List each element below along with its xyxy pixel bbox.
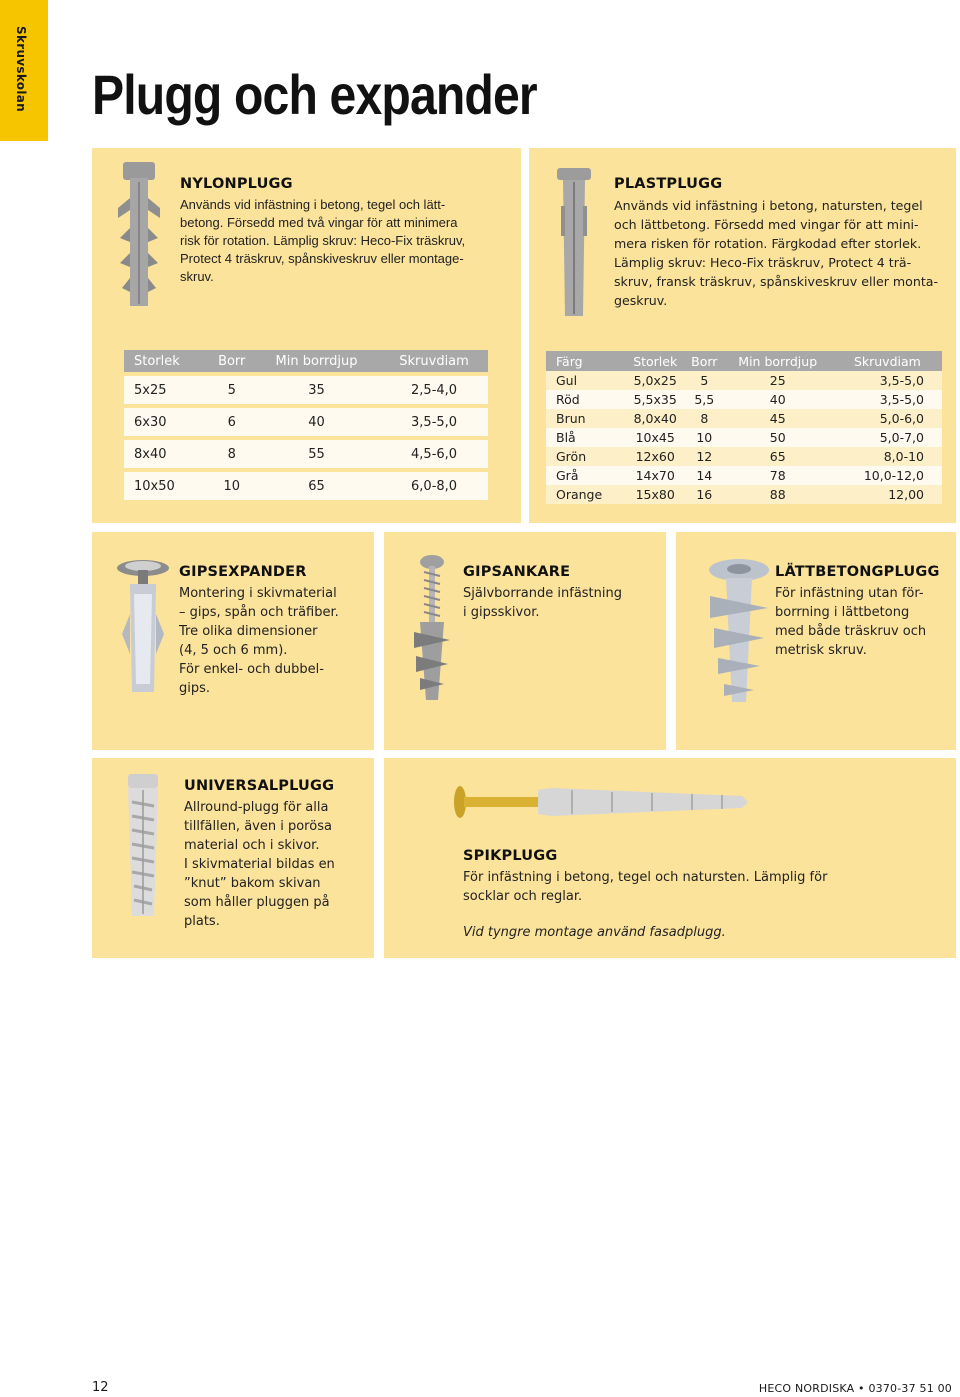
table-row: Gul 5,0x25 5 25 3,5-5,0 (546, 371, 942, 390)
spikplugg-panel (384, 758, 956, 958)
footer-bullet: • (858, 1382, 865, 1395)
table-row: Orange 15x80 16 88 12,00 (546, 485, 942, 504)
spikplugg-note: Vid tyngre montage använd fasadplugg. (463, 925, 726, 940)
lattbetongplugg-description: För infästning utan för- borrning i lättbetong med både träskruv och metrisk skruv. (775, 586, 927, 658)
footer-brand (759, 1382, 952, 1395)
side-tab-label: Skruvskolan (14, 26, 28, 113)
plastplugg-title: PLASTPLUGG (614, 176, 723, 192)
gipsankare-panel (384, 532, 666, 750)
gipsexpander-description: Montering i skivmaterial – gips, spån och träfiber. Tre olika dimensioner (4, 5 och 6 mm). För enkel- och dubbel- gips. (179, 586, 339, 696)
universalplugg-title: UNIVERSALPLUGG (184, 778, 335, 794)
page-number: 12 (92, 1380, 109, 1395)
table-row: 8x40 8 55 4,5-6,0 (124, 438, 488, 470)
plastplugg-image (555, 166, 593, 324)
universalplugg-image (122, 772, 164, 920)
gipsexpander-panel (92, 532, 374, 750)
table-row: Grå 14x70 14 78 10,0-12,0 (546, 466, 942, 485)
gipsankare-title: GIPSANKARE (463, 564, 571, 580)
nylonplugg-title: NYLONPLUGG (180, 176, 293, 192)
table-row: Grön 12x60 12 65 8,0-10 (546, 447, 942, 466)
plastplugg-description: Används vid infästning i betong, natursten, tegel och lättbetong. Försedd med vingar för att mini- mera risken för rotation. Färgkodad efter storlek. Lämplig skruv: Heco-Fix träskruv, Protect 4 trä- skruv, fransk träskruv, spånskiveskruv eller monta- geskruv. (614, 198, 939, 308)
table-row: Brun 8,0x40 8 45 5,0-6,0 (546, 409, 942, 428)
table-row: Blå 10x45 10 50 5,0-7,0 (546, 428, 942, 447)
page-title: Plugg och expander (92, 63, 537, 126)
spikplugg-title: SPIKPLUGG (463, 848, 558, 864)
table-header-row: Storlek Borr Min borrdjup Skruvdiam (124, 350, 488, 374)
table-row: 5x25 5 35 2,5-4,0 (124, 374, 488, 406)
phone-code: 0370-37 51 00 (868, 1382, 952, 1395)
gipsexpander-image (112, 554, 174, 702)
table-row: 10x50 10 65 6,0-8,0 (124, 470, 488, 500)
spikplugg-description: För infästning i betong, tegel och natursten. Lämplig för socklar och reglar. (463, 870, 828, 904)
lattbetongplugg-title: LÄTTBETONGPLUGG (775, 564, 940, 580)
plastplugg-table (546, 351, 942, 504)
nylonplugg-table (124, 350, 488, 500)
gipsexpander-title: GIPSEXPANDER (179, 564, 307, 580)
gipsankare-description: Självborrande infästning i gipsskivor. (463, 586, 622, 620)
nylonplugg-image (114, 158, 164, 318)
nylonplugg-description: Används vid infästning i betong, tegel och lätt- betong. Försedd med två vingar för att minimera risk för rotation. Lämplig skruv: Heco-Fix träskruv, Protect 4 träskruv, spånskiveskruv eller montage- skruv. (180, 197, 466, 284)
gipsankare-image (406, 552, 458, 704)
lattbetongplugg-image (704, 556, 774, 706)
side-tab (0, 0, 48, 141)
universalplugg-panel (92, 758, 374, 958)
table-row: 6x30 6 40 3,5-5,0 (124, 406, 488, 438)
universalplugg-description: Allround-plugg för alla tillfällen, även i porösa material och i skivor. I skivmaterial bildas en ”knut” bakom skivan som håller pluggen på plats. (184, 800, 335, 929)
brand-name: HECO NORDISKA (758, 1382, 855, 1395)
table-header-row: Färg Storlek Borr Min borrdjup Skruvdiam (546, 351, 942, 371)
table-row: Röd 5,5x35 5,5 40 3,5-5,0 (546, 390, 942, 409)
spikplugg-image (452, 782, 752, 822)
lattbetongplugg-panel (676, 532, 956, 750)
